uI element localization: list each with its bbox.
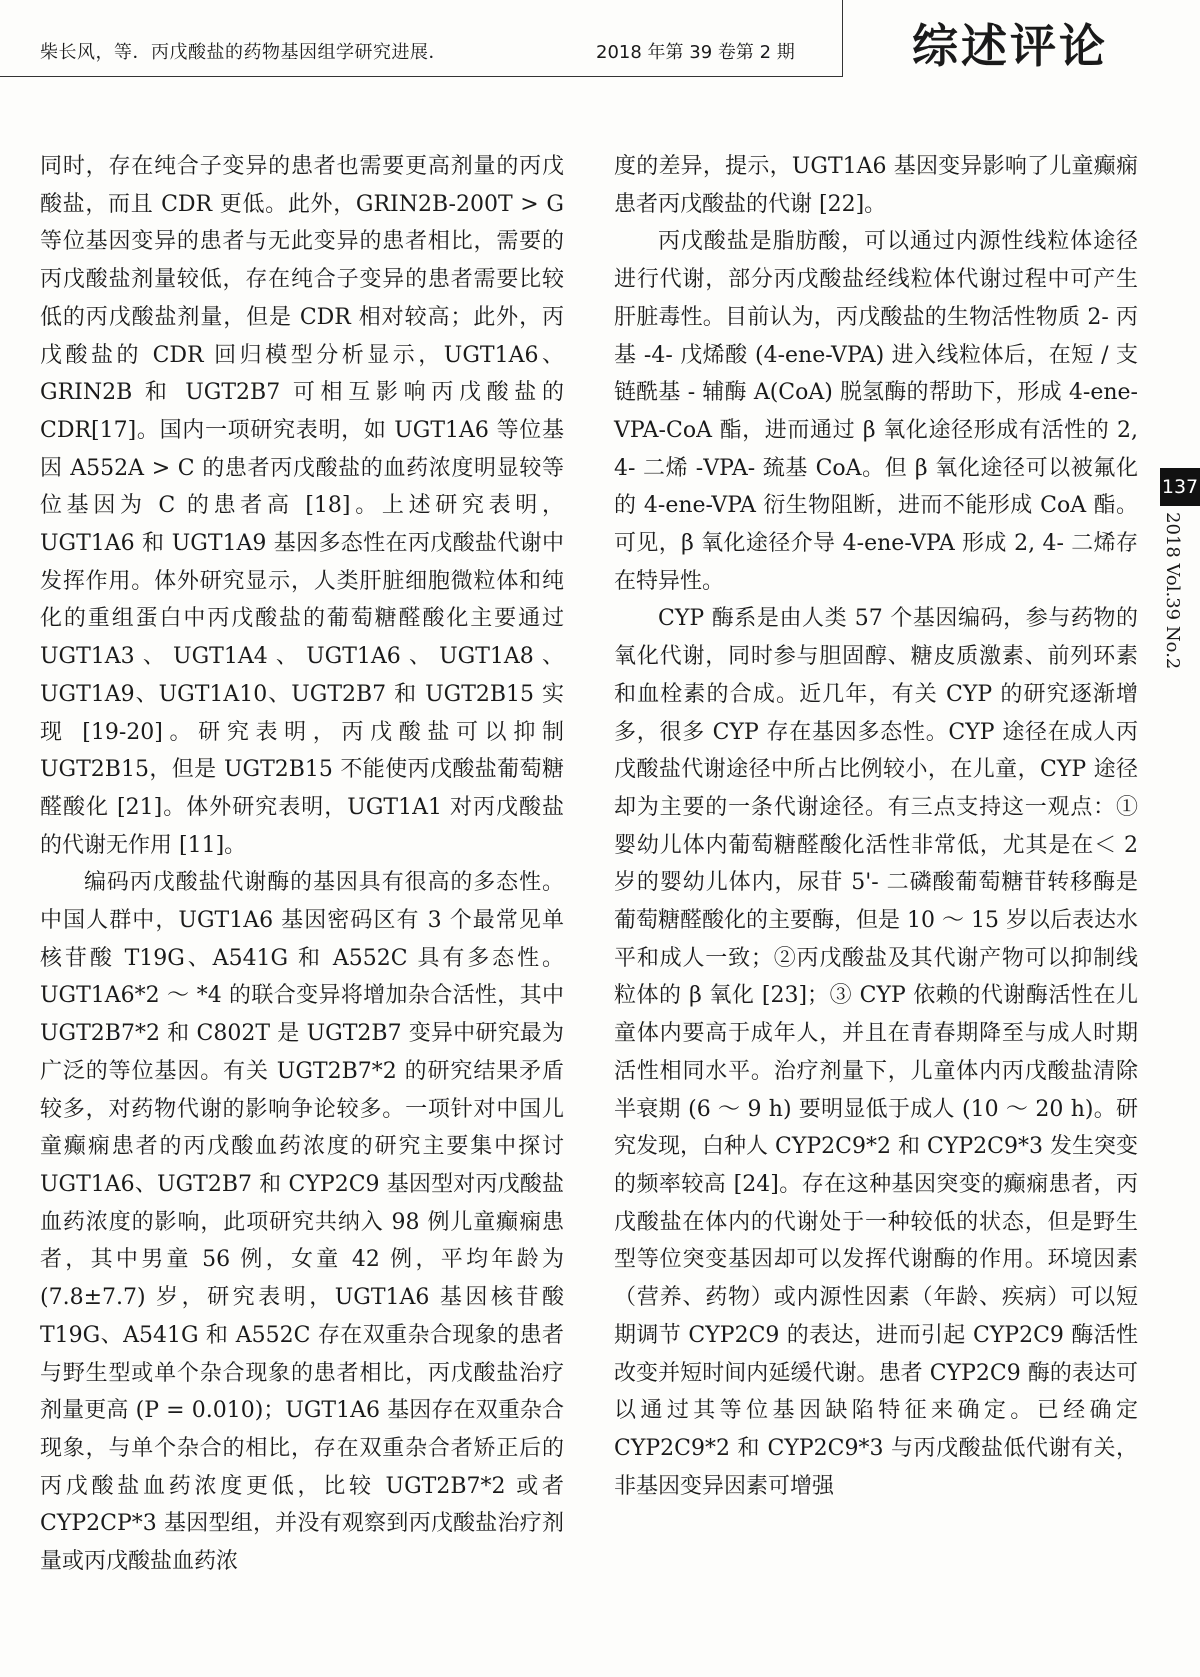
vertical-issue-label: 2018 Vol.39 No.2: [1162, 512, 1183, 670]
header-rule: [0, 76, 842, 77]
right-column: [614, 148, 1138, 1505]
header-divider: [842, 0, 843, 77]
right-paragraph-3: CYP 酶系是由人类 57 个基因编码，参与药物的氧化代谢，同时参与胆固醇、糖皮质激素、前列环素和血栓素的合成。近几年，有关 CYP 的研究逐渐增多，很多 CYP 存在基因多态性。CYP 途径在成人丙戊酸盐代谢途径中所占比例较小，在儿童，CYP 途径却为主要的一条代谢途径。有三点支持这一观点：①婴幼儿体内葡萄糖醛酸化活性非常低，尤其是在＜ 2 岁的婴幼儿体内，尿苷 5'- 二磷酸葡萄糖苷转移酶是葡萄糖醛酸化的主要酶，但是 10 ～ 15 岁以后表达水平和成人一致；②丙戊酸盐及其代谢产物可以抑制线粒体的 β 氧化 [23]；③ CYP 依赖的代谢酶活性在儿童体内要高于成年人，并且在青春期降至与成人时期活性相同水平。治疗剂量下，儿童体内丙戊酸盐清除半衰期 (6 ～ 9 h) 要明显低于成人 (10 ～ 20 h)。研究发现，白种人 CYP2C9*2 和 CYP2C9*3 发生突变的频率较高 [24]。存在这种基因突变的癫痫患者，丙戊酸盐在体内的代谢处于一种较低的状态，但是野生型等位突变基因却可以发挥代谢酶的作用。环境因素（营养、药物）或内源性因素（年龄、疾病）可以短期调节 CYP2C9 的表达，进而引起 CYP2C9 酶活性改变并短时间内延缓代谢。患者 CYP2C9 酶的表达可以通过其等位基因缺陷特征来确定。已经确定 CYP2C9*2 和 CYP2C9*3 与丙戊酸盐低代谢有关，非基因变异因素可增强: [614, 606, 1138, 1499]
running-title: 柴长风，等．丙戊酸盐的药物基因组学研究进展．: [40, 42, 447, 63]
left-paragraph-1: 同时，存在纯合子变异的患者也需要更高剂量的丙戊酸盐，而且 CDR 更低。此外，GRIN2B-200T > G 等位基因变异的患者与无此变异的患者相比，需要的丙戊酸盐剂量较低，存在纯合子变异的患者需要比较低的丙戊酸盐剂量，但是 CDR 相对较高；此外，丙戊酸盐的 CDR 回归模型分析显示，UGT1A6、GRIN2B 和 UGT2B7 可相互影响丙戊酸盐的 CDR[17]。国内一项研究表明，如 UGT1A6 等位基因 A552A > C 的患者丙戊酸盐的血药浓度明显较等位基因为 C 的患者高 [18]。上述研究表明，UGT1A6 和 UGT1A9 基因多态性在丙戊酸盐代谢中发挥作用。体外研究显示，人类肝脏细胞微粒体和纯化的重组蛋白中丙戊酸盐的葡萄糖醛酸化主要通过 UGT1A3、UGT1A4、UGT1A6、UGT1A8、UGT1A9、UGT1A10、UGT2B7 和 UGT2B15 实现 [19-20]。研究表明，丙戊酸盐可以抑制 UGT2B15，但是 UGT2B15 不能使丙戊酸盐葡萄糖醛酸化 [21]。体外研究表明，UGT1A1 对丙戊酸盐的代谢无作用 [11]。: [40, 154, 564, 858]
issue-info: 2018 年第 39 卷第 2 期: [596, 42, 795, 63]
left-paragraph-2: 编码丙戊酸盐代谢酶的基因具有很高的多态性。中国人群中，UGT1A6 基因密码区有 3 个最常见单核苷酸 T19G、A541G 和 A552C 具有多态性。UGT1A6*2 ～ *4 的联合变异将增加杂合活性，其中 UGT2B7*2 和 C802T 是 UGT2B7 变异中研究最为广泛的等位基因。有关 UGT2B7*2 的研究结果矛盾较多，对药物代谢的影响争论较多。一项针对中国儿童癫痫患者的丙戊酸血药浓度的研究主要集中探讨 UGT1A6、UGT2B7 和 CYP2C9 基因型对丙戊酸盐血药浓度的影响，此项研究共纳入 98 例儿童癫痫患者，其中男童 56 例，女童 42 例，平均年龄为 (7.8±7.7) 岁，研究表明，UGT1A6 基因核苷酸 T19G、A541G 和 A552C 存在双重杂合现象的患者与野生型或单个杂合现象的患者相比，丙戊酸盐治疗剂量更高 (P = 0.010)；UGT1A6 基因存在双重杂合现象，与单个杂合的相比，存在双重杂合者矫正后的丙戊酸盐血药浓度更低，比较 UGT2B7*2 或者 CYP2CP*3 基因型组，并没有观察到丙戊酸盐治疗剂量或丙戊酸盐血药浓: [40, 870, 564, 1575]
left-column: [40, 148, 564, 1581]
right-paragraph-2: 丙戊酸盐是脂肪酸，可以通过内源性线粒体途径进行代谢，部分丙戊酸盐经线粒体代谢过程中可产生肝脏毒性。目前认为，丙戊酸盐的生物活性物质 2- 丙基 -4- 戊烯酸 (4-ene-VPA) 进入线粒体后，在短 / 支链酰基 - 辅酶 A(CoA) 脱氢酶的帮助下，形成 4-ene-VPA-CoA 酯，进而通过 β 氧化途径形成有活性的 2, 4- 二烯 -VPA- 巯基 CoA。但 β 氧化途径可以被氟化的 4-ene-VPA 衍生物阻断，进而不能形成 CoA 酯。可见，β 氧化途径介导 4-ene-VPA 形成 2, 4- 二烯存在特异性。: [614, 229, 1138, 594]
section-title: 综述评论: [912, 19, 1108, 73]
right-paragraph-1: 度的差异，提示，UGT1A6 基因变异影响了儿童癫痫患者丙戊酸盐的代谢 [22]。: [614, 154, 1138, 217]
page-number: 137: [1160, 468, 1200, 506]
